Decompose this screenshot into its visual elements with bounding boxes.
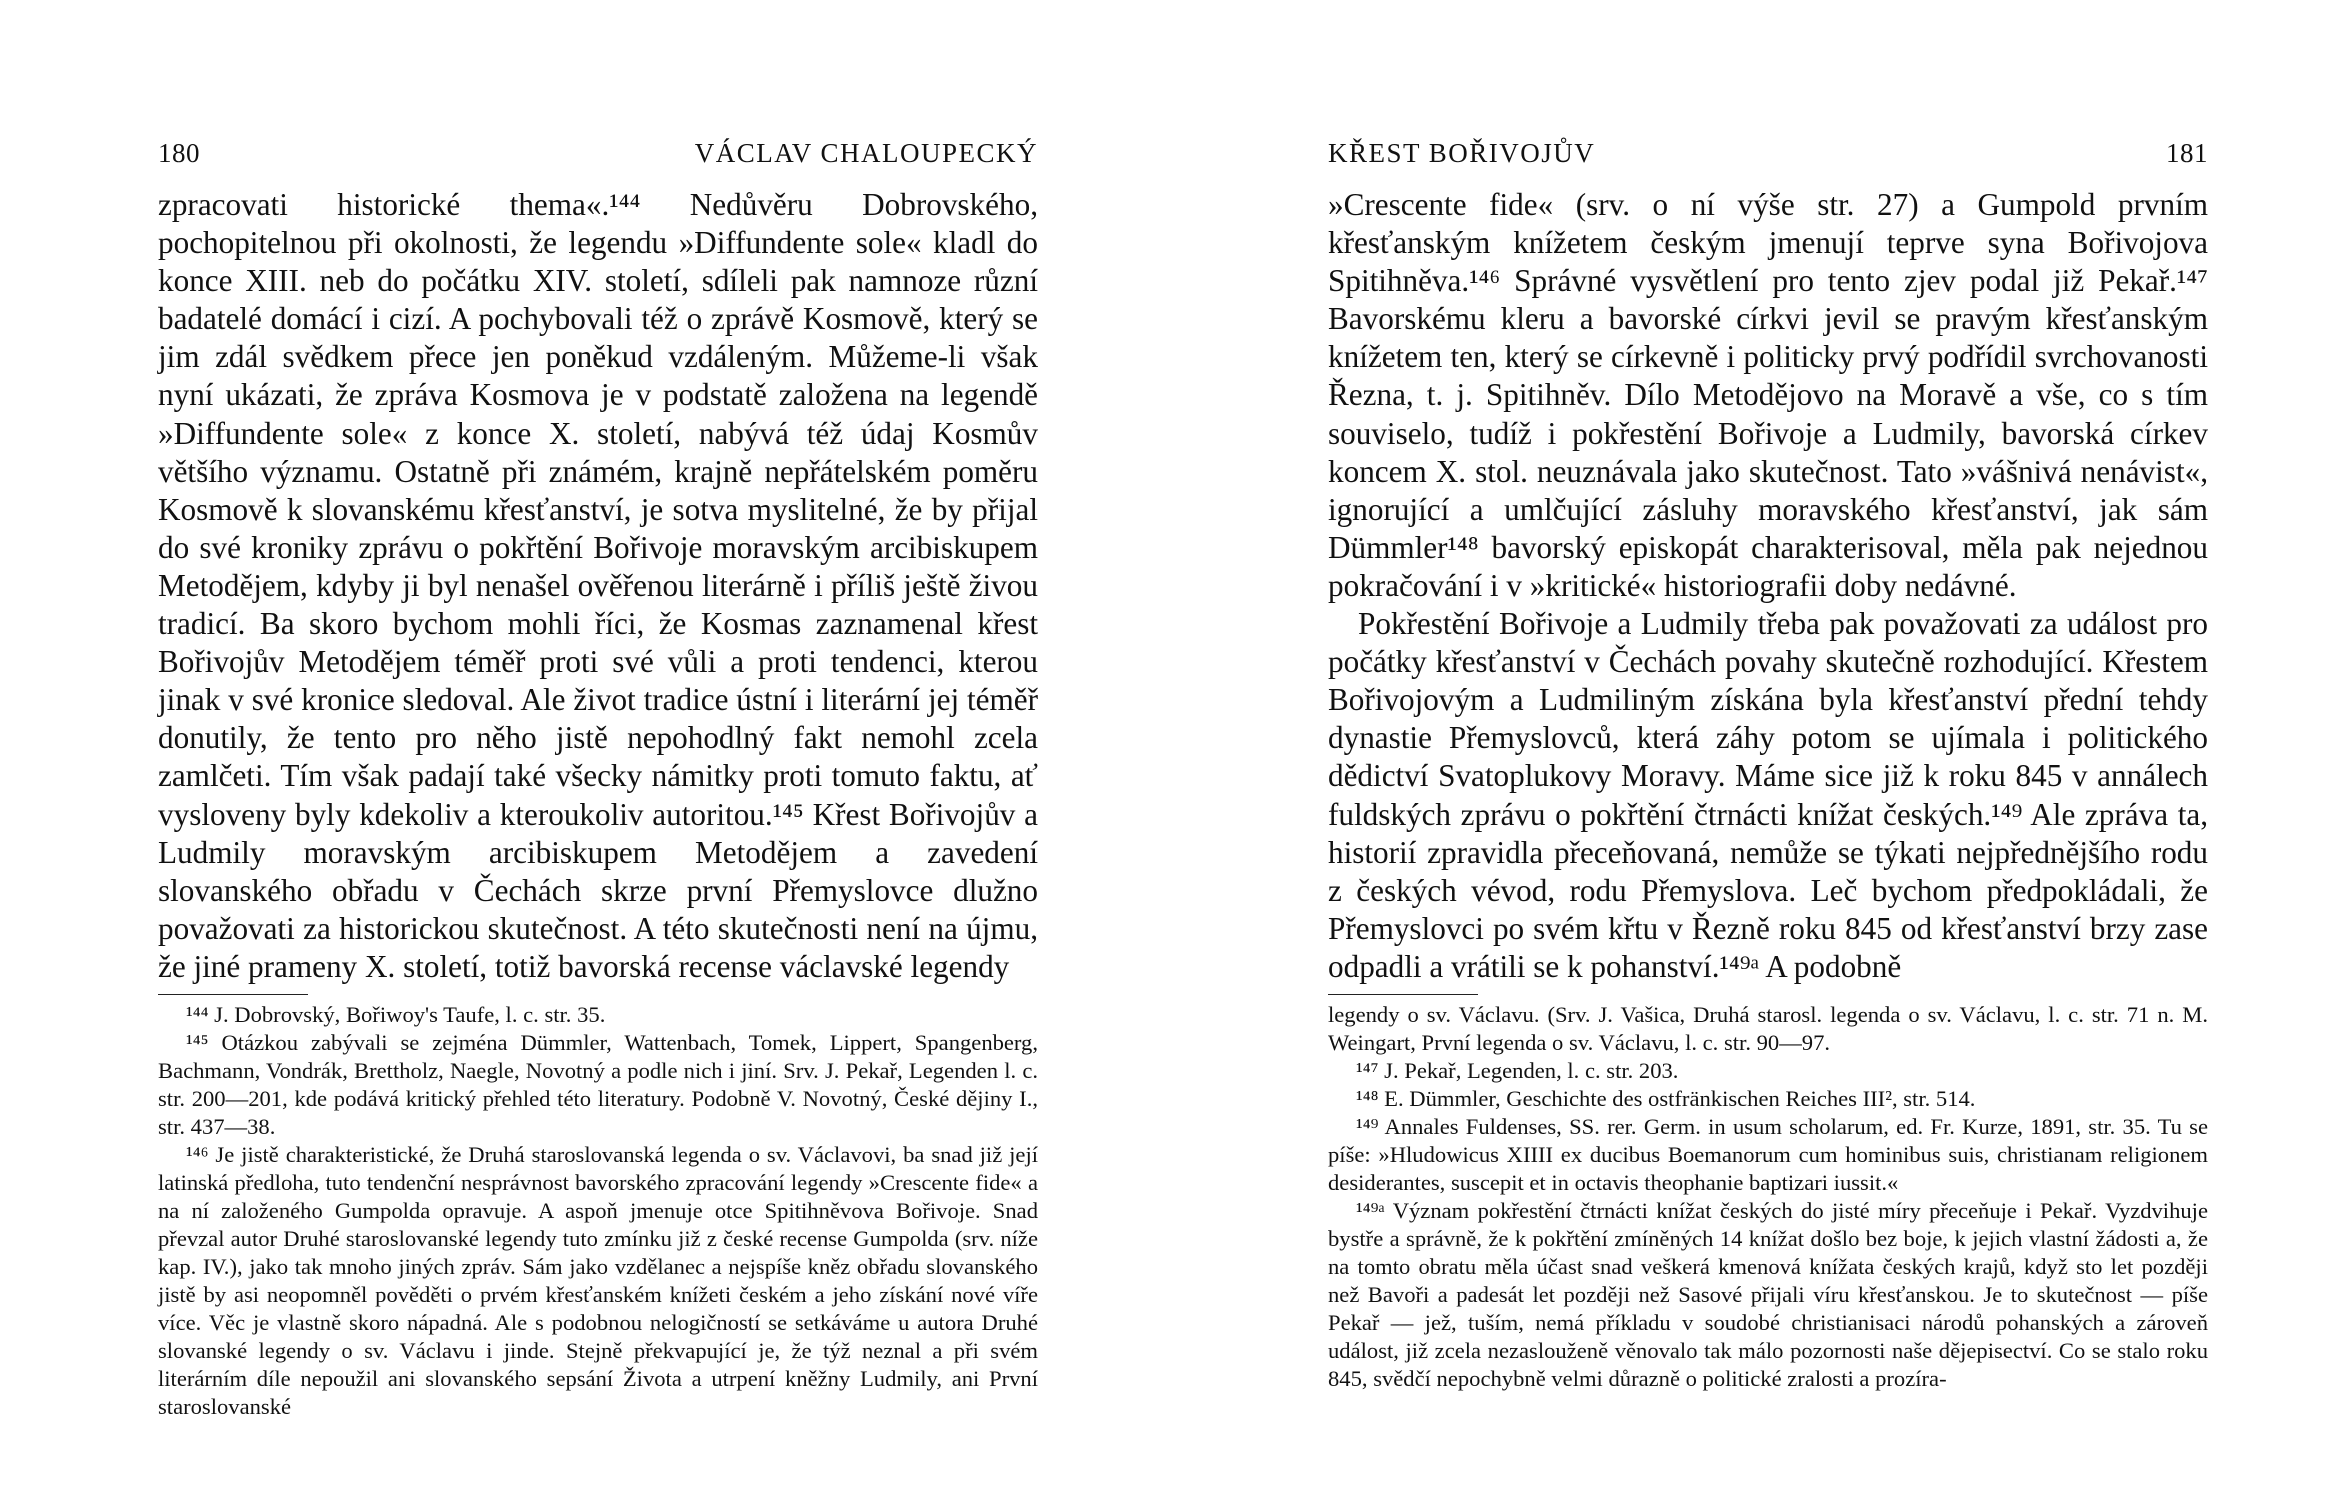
running-head-title: KŘEST BOŘIVOJŮV [1328,138,1596,168]
footnote-146-continued: legendy o sv. Václavu. (Srv. J. Vašica, Druhá starosl. legenda o sv. Václavu, l. c. str. 71 n. M. Weingart, První legenda o sv. Václavu, l. c. str. 90—97. [1328,1001,2208,1055]
right-page [1328,138,2208,1393]
paragraph: Pokřestění Bořivoje a Ludmily třeba pak považovati za událost pro počátky křesťanství v Čechách povahy skutečně rozhodující. Křestem Bořivojovým a Ludmiliným získána byla křesťanství přední tehdy dynastie Přemyslovců, která záhy potom se ujímala i politického dědictví Svatoplukovy Moravy. Máme sice již k roku 845 v annálech fuldských zprávu o pokřtění čtrnácti knížat českých.¹⁴⁹ Ale zpráva ta, historií zpravidla přeceňovaná, nemůže se týkati nejpřednějšího rodu z českých vévod, rodu Přemyslova. Leč bychom předpokládali, že Přemyslovci po svém křtu v Řezně roku 845 od křesťanství brzy zase odpadli a vrátili se k pohanství.¹⁴⁹ᵃ A podobně [1328,606,2208,984]
footnote-149: ¹⁴⁹ Annales Fuldenses, SS. rer. Germ. in usum scholarum, ed. Fr. Kurze, 1891, str. 35. Tu se píše: »Hludowicus XIIII ex ducibus Boemanorum cum hominibus suis, christianam religionem desiderantes, suscepit et in octavis theophanie baptizari iussit.« [1328,1113,2208,1195]
left-page [158,138,1038,1421]
running-head [1328,138,2208,178]
body-text [1328,186,2208,986]
footnotes [1328,1001,2208,1393]
body-text [158,186,1038,986]
footnote-146: ¹⁴⁶ Je jistě charakteristické, že Druhá staroslovanská legenda o sv. Václavovi, ba snad již její latinská předloha, tuto tendenční nesprávnost bavorského zpracování legendy »Crescente fide« a na ní založeného Gumpolda opravuje. A aspoň jmenuje otce Spitihněvova Bořivoje. Snad převzal autor Druhé staroslovanské legendy tuto zmínku již z české recense Gumpolda (srv. níže kap. IV.), jako tak mnoho jiných zpráv. Sám jako vzdělanec a nejspíše kněz obřadu slovanského jistě by asi neopomněl pověděti o prvém křesťanském knížeti českém a jeho získání nové víře více. Věc je vlastně skoro nápadná. Ale s podobnou nelogičností se setkáváme u autora Druhé slovanské legendy o sv. Václavu i jinde. Stejně překvapující je, že týž neznal a při svém literárním díle nepoužil ani slovanského sepsání Života a utrpení kněžny Ludmily, ani První staroslovanské [158,1141,1038,1419]
footnote-149a: ¹⁴⁹ᵃ Význam pokřestění čtrnácti knížat českých do jisté míry přeceňuje i Pekař. Vyzdvihuje bystře a správně, že k pokřtění zmíněných 14 knížat došlo bez boje, k jejich vlastní žádosti a, že na tomto obratu měla účast snad veškerá kmenová knížata českých krajů, když sto let později než Bavoři a padesát let později než Sasové přijali víru křesťanskou. Je to skutečnost — píše Pekař — jež, tuším, nemá příkladu v soudobé christianisaci národů pohanských a zároveň událost, již zcela nezaslouženě věnovalo tak málo pozornosti naše dějepisectví. Co se stalo roku 845, svědčí nepochybně velmi důrazně o politické zralosti a prozíra- [1328,1197,2208,1391]
running-head [158,138,1038,178]
footnotes [158,1001,1038,1421]
paragraph: »Crescente fide« (srv. o ní výše str. 27) a Gumpold prvním křesťanským knížetem českým jmenují teprve syna Bořivojova Spitihněva.¹⁴⁶ Správné vysvětlení pro tento zjev podal již Pekař.¹⁴⁷ Bavorskému kleru a bavorské církvi jevil se pravým křesťanským knížetem ten, který se církevně i politicky prvý podřídil svrchovanosti Řezna, t. j. Spitihněv. Dílo Metodějovo na Moravě a vše, co s tím souviselo, tudíž i pokřestění Bořivoje a Ludmily, bavorská církev koncem X. stol. neuznávala jako skutečnost. Tato »vášnivá nenávist«, ignorující a umlčující zásluhy moravského křesťanství, jak sám Dümmler¹⁴⁸ bavorský episkopát charakterisoval, měla pak nejednou pokračování i v »kritické« historiografii doby nedávné. [1328,187,2208,603]
page-number: 181 [2166,138,2208,168]
footnote-148: ¹⁴⁸ E. Dümmler, Geschichte des ostfränkischen Reiches III², str. 514. [1356,1085,1976,1111]
page-number: 180 [158,138,200,168]
paragraph: zpracovati historické thema«.¹⁴⁴ Nedůvěru Dobrovského, pochopitelnou při okolnosti, že legendu »Diffundente sole« kladl do konce XIII. neb do počátku XIV. století, sdíleli pak namnoze různí badatelé domácí i cizí. A pochybovali též o zprávě Kosmově, který se jim zdál svědkem přece jen poněkud vzdáleným. Můžeme-li však nyní ukázati, že zpráva Kosmova je v podstatě založena na legendě »Diffundente sole« z konce X. století, nabývá též údaj Kosmův většího významu. Ostatně při známém, krajně nepřátelském poměru Kosmově k slovanskému křesťanství, je sotva myslitelné, že by přijal do své kroniky zprávu o pokřtění Bořivoje moravským arcibiskupem Metodějem, kdyby ji byl nenašel ověřenou literárně i příliš ještě živou tradicí. Ba skoro bychom mohli říci, že Kosmas zaznamenal křest Bořivojův Metodějem téměř proti své vůli a proti tendenci, kterou jinak v své kronice sledoval. Ale život tradice ústní i literární jej téměř donutily, že tento pro něho jistě nepohodlný fakt nemohl zcela zamlčeti. Tím však padají také všecky námitky proti tomuto faktu, ať vysloveny byly kdekoliv a kteroukoliv autoritou.¹⁴⁵ Křest Bořivojův a Ludmily moravským arcibiskupem Metodějem a zavedení slovanského obřadu v Čechách skrze první Přemyslovce dlužno považovati za historickou skutečnost. A této skutečnosti není na újmu, že jiné prameny X. století, totiž bavorská recense václavské legendy [158,187,1038,984]
running-head-title: VÁCLAV CHALOUPECKÝ [694,138,1038,168]
footnote-rule [158,994,308,995]
footnote-rule [1328,994,1478,995]
footnote-145: ¹⁴⁵ Otázkou zabývali se zejména Dümmler, Wattenbach, Tomek, Lippert, Spangenberg, Bachmann, Vondrák, Brettholz, Naegle, Novotný a podle nich i jiní. Srv. J. Pekař, Legenden l. c. str. 200—201, kde podává kritický přehled této literatury. Podobně V. Novotný, České dějiny I., str. 437—38. [158,1029,1038,1139]
footnote-144: ¹⁴⁴ J. Dobrovský, Bořiwoy's Taufe, l. c. str. 35. [186,1001,606,1027]
footnote-147: ¹⁴⁷ J. Pekař, Legenden, l. c. str. 203. [1356,1057,1679,1083]
